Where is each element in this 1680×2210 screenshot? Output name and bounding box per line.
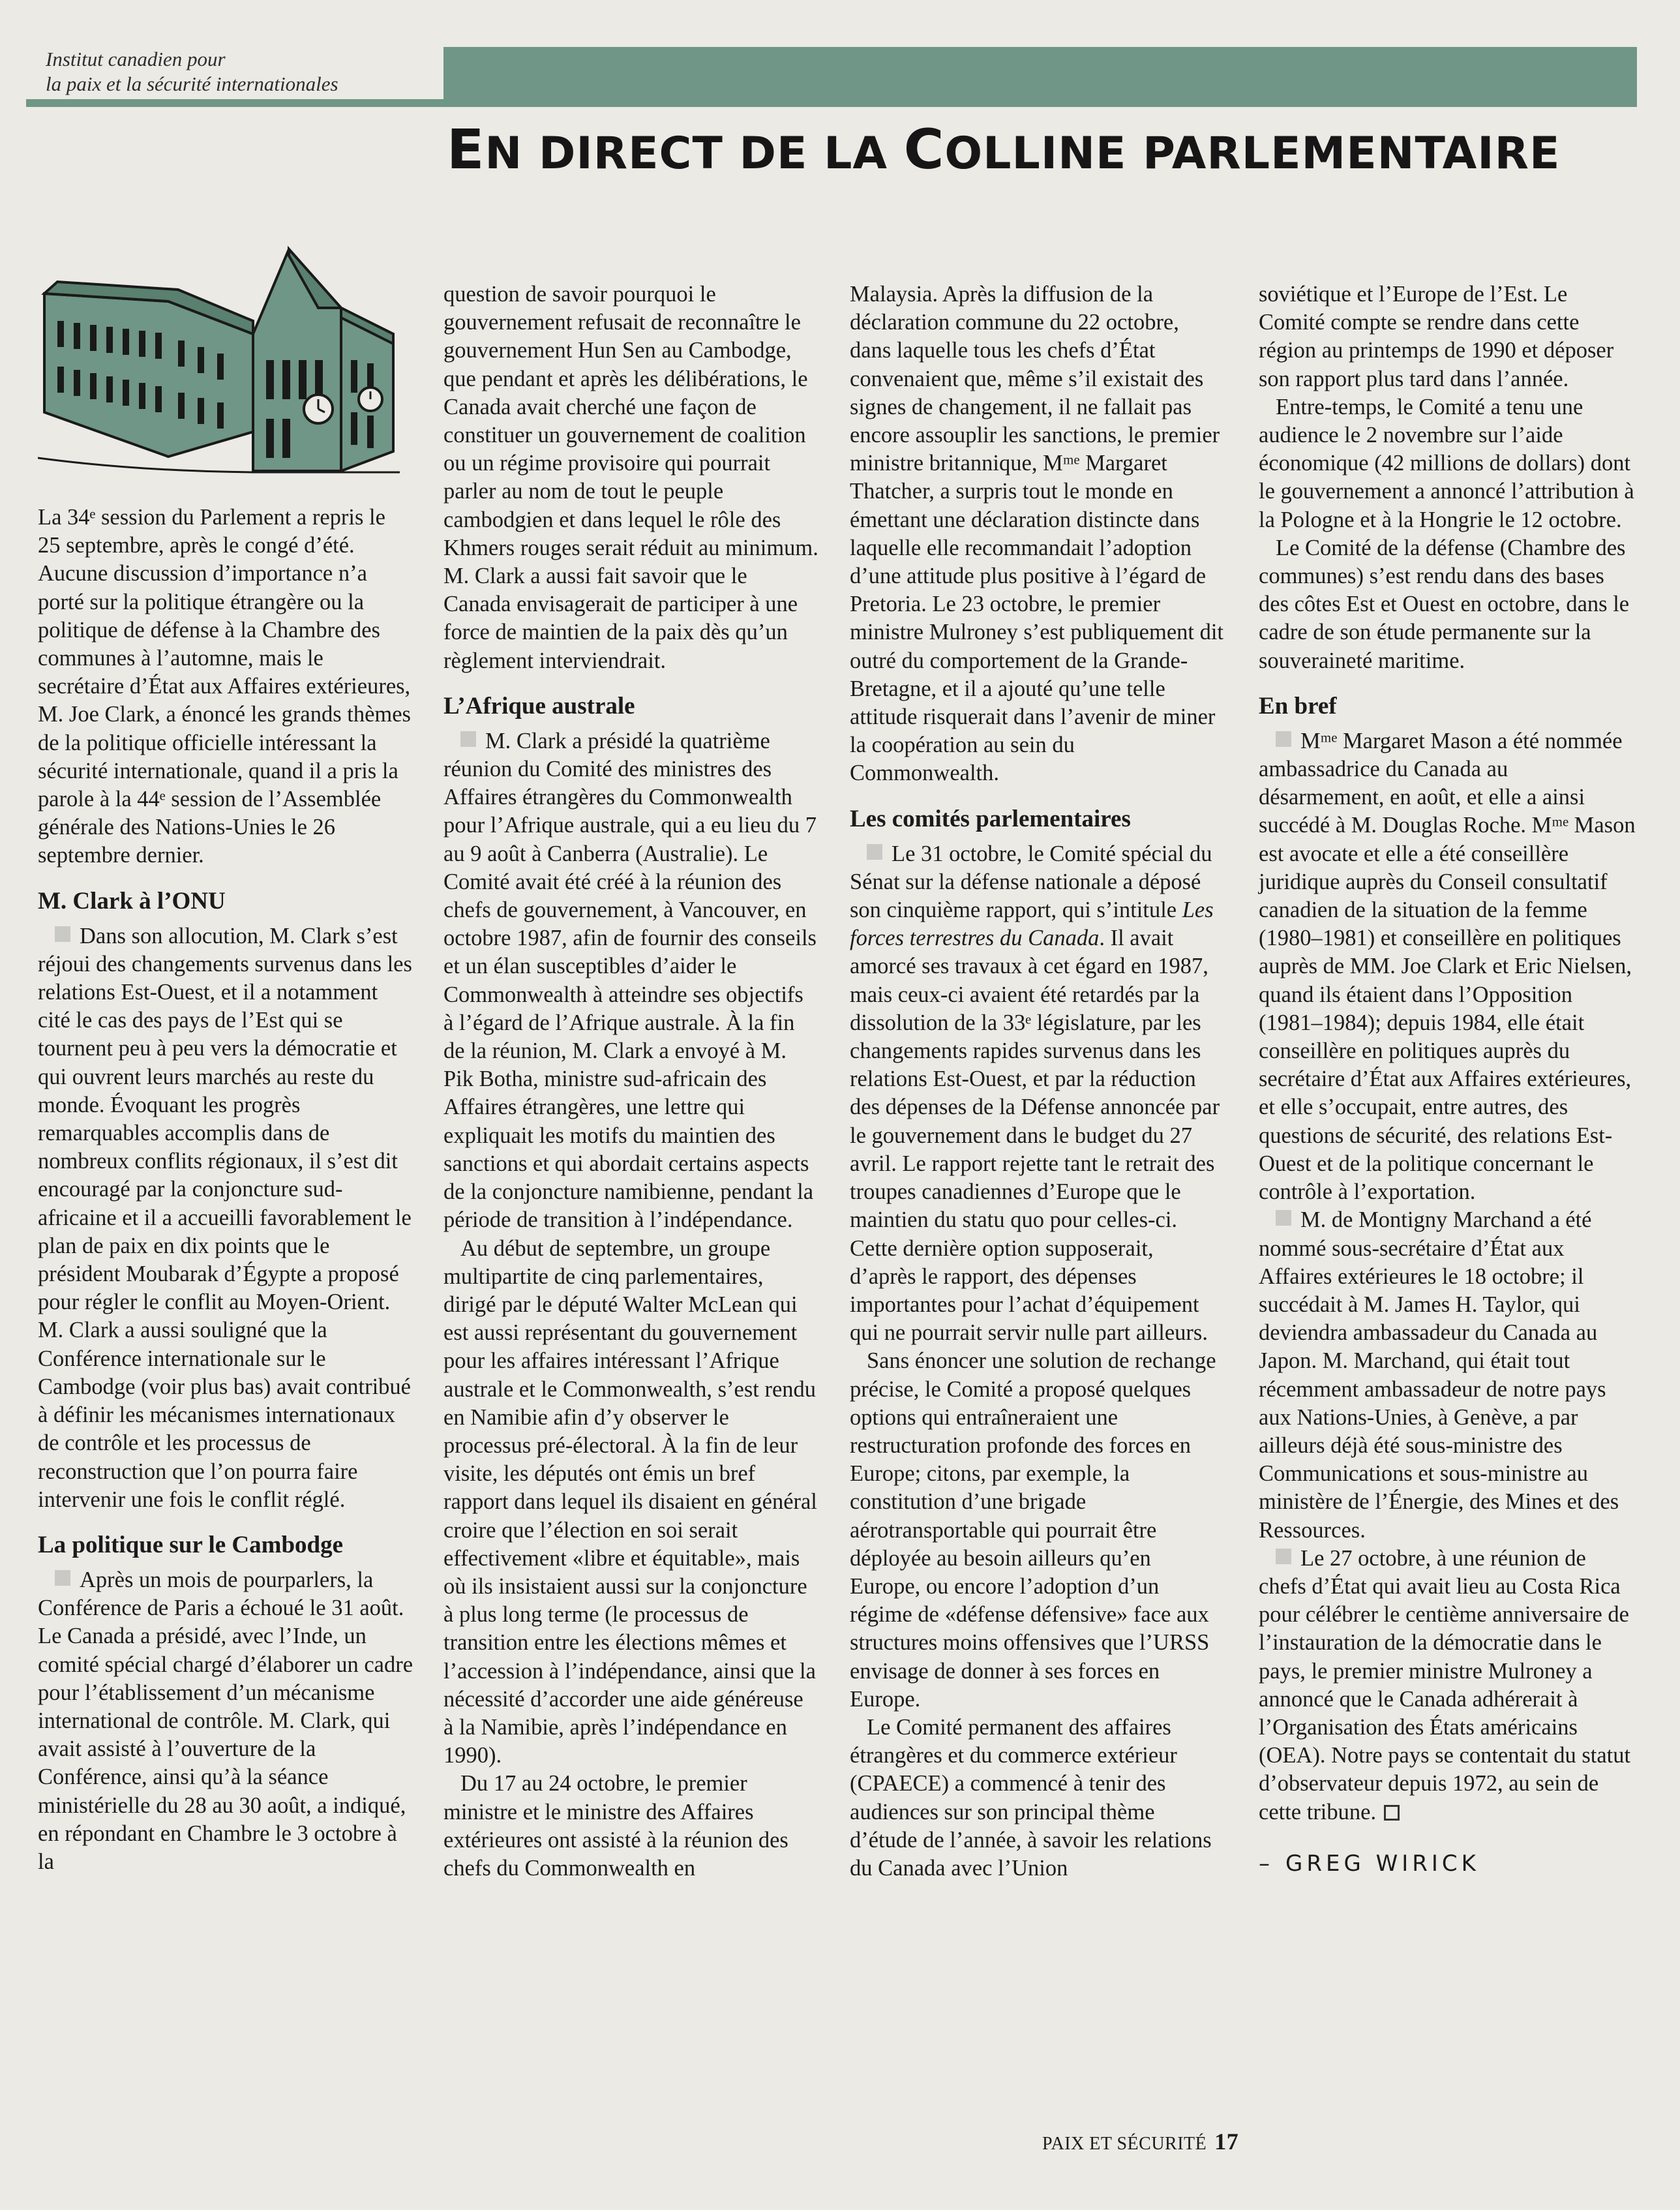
institute-line-2: la paix et la sécurité internationales <box>46 72 338 95</box>
paragraph-bullet <box>867 844 882 860</box>
paragraph-bullet <box>1276 1210 1291 1226</box>
institute-line-1: Institut canadien pour <box>46 48 226 70</box>
author-name: GREG WIRICK <box>1285 1850 1480 1877</box>
comites-paragraph-3: Le Comité permanent des affaires étrangères et du commerce extérieur (CPAECE) a commencé à tenir des audiences sur son principal thème d’étude de l’année, à savoir les relations du Canada avec l’Union <box>850 1714 1212 1881</box>
cambodge-continued: question de savoir pourquoi le gouvernement refusait de reconnaître le gouvernement Hun Sen au Cambodge, que pendant et après les délibérations, le Canada avait cherché une façon de constituer un gouvernement de coalition ou un régime provisoire qui pourrait parler au nom de tout le peuple cambodgien et dans lequel le rôle des Khmers rouges serait réduit au minimum. M. Clark a aussi fait savoir que le Canada envisagerait de participer à une force de maintien de la paix dès qu’un règlement interviendrait. <box>443 282 818 673</box>
bref-paragraph-2: M. de Montigny Marchand a été nommé sous-secrétaire d’État aux Affaires extérieures le 18 octobre; il succédait à M. James H. Taylor, qui deviendra ambassadeur du Canada au Japon. M. Marchand, qui était tout récemment ambassadeur de notre pays aux Nations-Unies, à Genève, a par ailleurs déjà été sous-ministre des Communications et sous-ministre au ministère de l’Énergie, des Mines et des Ressources. <box>1259 1207 1619 1543</box>
heading-afrique-australe: L’Afrique australe <box>443 692 635 719</box>
end-mark-icon <box>1384 1805 1400 1821</box>
report-title: Les forces terrestres du Canada <box>850 898 1214 951</box>
heading-cambodge: La politique sur le Cambodge <box>38 1531 344 1558</box>
afrique-paragraph-1: M. Clark a présidé la quatrième réunion du Comité des ministres des Affaires étrangères du Commonwealth pour l’Afrique australe, qui a eu lieu du 7 au 9 août à Canberra (Australie). Le Comité avait été créé à la réunion des chefs de gouvernement, à Vancouver, en octobre 1987, afin de fournir des conseils et un élan susceptibles d’aider le Commonwealth à atteindre ses objectifs à l’égard de l’Afrique australe. À la fin de la réunion, M. Clark a envoyé à M. Pik Botha, ministre sud-africain des Affaires étrangères, une lettre qui expliquait les motifs du maintien des sanctions et qui abordait certains aspects de la conjoncture namibienne, pendant la période de transition à l’indépendance. <box>443 728 817 1233</box>
page-number: 17 <box>1214 2128 1239 2155</box>
onu-paragraph: Dans son allocution, M. Clark s’est réjoui des changements survenus dans les relations Est-Ouest, et il a notamment cité le cas des pays de l’Est qui se tournent peu à peu vers la démocratie et qui ouvrent leurs marchés au reste du monde. Évoquant les progrès remarquables accomplis dans de nombreux conflits régionaux, il s’est dit encouragé par la conjoncture sud-africaine et il a accueilli favorablement le plan de paix en dix points que le président Moubarak d’Égypte a proposé pour régler le conflit au Moyen-Orient. M. Clark a aussi souligné que la Conférence internationale sur le Cambodge (voir plus bas) avait contribué à définir les mécanismes internationaux de contrôle et les processus de reconstruction que l’on pourra faire intervenir une fois le conflit réglé. <box>38 923 412 1512</box>
heading-en-bref: En bref <box>1259 692 1337 719</box>
heading-clark-onu: M. Clark à l’ONU <box>38 887 226 915</box>
afrique-paragraph-2: Au début de septembre, un groupe multipartite de cinq parlementaires, dirigé par le député Walter McLean qui est aussi représentant du gouvernement pour les affaires intéressant l’Afrique australe et le Commonwealth, s’est rendu en Namibie afin d’y observer le processus pré-électoral. À la fin de leur visite, les députés ont émis un bref rapport dans lequel ils disaient en général croire que l’élection en soi serait effectivement «libre et équitable», mais où ils insistaient aussi sur la conjoncture à plus long terme (le processus de transition entre les élections mêmes et l’accession à l’indépendance, ainsi que la nécessité d’accorder une aide généreuse à la Namibie, après l’indépendance en 1990). <box>443 1235 817 1768</box>
afrique-continued: Malaysia. Après la diffusion de la déclaration commune du 22 octobre, dans laquelle tous les chefs d’État convenaient que, même s’il existait des signes de changement, il ne fallait pas encore assouplir les sanctions, le premier ministre britannique, Mᵐᵉ Margaret Thatcher, a surpris tout le monde en émettant une déclaration distincte dans laquelle elle recommandait l’adoption d’une attitude plus positive à l’égard de Pretoria. Le 23 octobre, le premier ministre Mulroney s’est publiquement dit outré du comportement de la Grande-Bretagne, et il a ajouté qu’une telle attitude risquerait dans l’avenir de miner la coopération au sein du Commonwealth. <box>850 282 1224 786</box>
paragraph-bullet <box>460 731 476 747</box>
column-3: Malaysia. Après la diffusion de la déclaration commune du 22 octobre, dans laquelle tous les chefs d’État convenaient que, même s’il existait des signes de changement, il ne fallait pas encore assouplir les sanctions, le premier ministre britannique, Mᵐᵉ Margaret Thatcher, a surpris tout le monde en émettant une déclaration distincte dans laquelle elle recommandait l’adoption d’une attitude plus positive à l’égard de Pretoria. Le 23 octobre, le premier ministre Mulroney s’est publiquement dit outré du comportement de la Grande-Bretagne, et il a ajouté qu’une telle attitude risquerait dans l’avenir de miner la coopération au sein du Commonwealth. Les comités parlementaires Le 31 octobre, le Comité spécial du Sénat sur la défense nationale a déposé son cinquième rapport, qui s’intitule Les forces terrestres du Canada. Il avait amorcé ses travaux à cet égard en 1987, mais ceux-ci avaient été retardés par la dissolution de la 33ᵉ législature, par les changements rapides survenus dans les relations Est-Ouest, et par la réduction des dépenses de la Défense annoncée par le gouvernement dans le budget du 27 avril. Le rapport rejette tant le retrait des troupes canadiennes d’Europe que le maintien du statu quo pour celles-ci. Cette dernière option supposerait, d’après le rapport, des dépenses importantes pour l’achat d’équipement qui ne pourrait servir nulle part ailleurs. Sans énoncer une solution de rechange précise, le Comité a proposé quelques options qui entraîneraient une restructuration profonde des forces en Europe; citons, par exemple, la constitution d’une brigade aérotransportable qui pourrait être déployée au besoin ailleurs qu’en Europe, ou encore l’adoption d’un régime de «défense défensive» face aux structures moins offensives que l’URSS envisage de donner à ses forces en Europe. Le Comité permanent des affaires étrangères et du commerce extérieur (CPAECE) a commencé à tenir des audiences sur son principal thème d’étude de l’année, à savoir les relations du Canada avec l’Union <box>850 280 1225 1883</box>
entre-temps-paragraph: Entre-temps, le Comité a tenu une audience le 2 novembre sur l’aide économique (42 millions de dollars) dont le gouvernement a annoncé l’attribution à la Pologne et à la Hongrie le 12 octobre. <box>1259 394 1634 532</box>
publication-name: PAIX ET SÉCURITÉ <box>1042 2134 1207 2154</box>
column-2 <box>443 280 818 1883</box>
defense-paragraph: Le Comité de la défense (Chambre des communes) s’est rendu dans des bases des côtes Est et Ouest en octobre, dans le cadre de son étude permanente sur la souveraineté maritime. <box>1259 535 1630 673</box>
author-signature: – GREG WIRICK <box>1259 1850 1480 1877</box>
heading-comites-parlementaires: Les comités parlementaires <box>850 805 1131 832</box>
page-title: EN DIRECT DE LA COLLINE PARLEMENTAIRE <box>447 117 1561 181</box>
paragraph-bullet <box>55 926 70 942</box>
institute-name <box>26 47 443 99</box>
column-4 <box>1259 280 1637 1878</box>
paragraph-bullet <box>1276 731 1291 747</box>
parliament-building-drawing <box>38 236 400 483</box>
cambodge-paragraph: Après un mois de pourparlers, la Conférence de Paris a échoué le 31 août. Le Canada a présidé, avec l’Inde, un comité spécial chargé d’élaborer un cadre pour l’établissement d’un mécanisme international de contrôle. M. Clark, qui avait assisté à l’ouverture de la Conférence, ainsi qu’à la séance ministérielle du 28 au 30 août, a indiqué, en répondant en Chambre le 3 octobre à la <box>38 1567 413 1874</box>
column-1 <box>38 504 413 1876</box>
intro-paragraph: La 34ᵉ session du Parlement a repris le 25 septembre, après le congé d’été. Aucune discussion d’importance n’a porté sur la politique étrangère ou la politique de défense à la Chambre des communes à l’automne, mais le secrétaire d’État aux Affaires extérieures, M. Joe Clark, a énoncé les grands thèmes de la politique officielle intéressant la sécurité internationale, quand il a pris la parole à la 44ᵉ session de l’Assemblée générale des Nations-Unies le 26 septembre dernier. <box>38 505 411 868</box>
comites-continued: soviétique et l’Europe de l’Est. Le Comité compte se rendre dans cette région au printemps de 1990 et déposer son rapport plus tard dans l’année. <box>1259 282 1614 391</box>
afrique-paragraph-3: Du 17 au 24 octobre, le premier ministre et le ministre des Affaires extérieures ont assisté à la réunion des chefs du Commonwealth en <box>443 1771 788 1881</box>
bref-paragraph-1: Mᵐᵉ Margaret Mason a été nommée ambassadrice du Canada au désarmement, en août, et elle a ainsi succédé à M. Douglas Roche. Mᵐᵉ Mason est avocate et elle a été conseillère juridique auprès du Conseil consultatif canadien de la situation de la femme (1980–1981) et conseillère en politiques auprès de MM. Joe Clark et Eric Nielsen, quand ils étaient dans l’Opposition (1981–1984); depuis 1984, elle était conseillère en politiques auprès du secrétaire d’État aux Affaires extérieures, et elle s’occupait, entre autres, des questions de sécurité, des relations Est-Ouest et de la politique concernant le contrôle à l’exportation. <box>1259 728 1636 1205</box>
paragraph-bullet <box>1276 1549 1291 1564</box>
comites-paragraph-2: Sans énoncer une solution de rechange précise, le Comité a proposé quelques options qui entraîneraient une restructuration profonde des forces en Europe; citons, par exemple, la constitution d’une brigade aérotransportable qui pourrait être déployée au besoin ailleurs qu’en Europe, ou encore l’adoption d’un régime de «défense défensive» face aux structures moins offensives que l’URSS envisage de donner à ses forces en Europe. <box>850 1348 1216 1712</box>
page-footer <box>1042 2128 1238 2155</box>
paragraph-bullet <box>55 1570 70 1586</box>
bref-paragraph-3: Le 27 octobre, à une réunion de chefs d’État qui avait lieu au Costa Rica pour célébrer le centième anniversaire de l’instauration de la démocratie dans le pays, le premier ministre Mulroney a annoncé que le Canada adhérerait à l’Organisation des États américains (OEA). Notre pays se contentait du statut d’observateur depuis 1972, au sein de cette tribune. <box>1259 1545 1631 1824</box>
